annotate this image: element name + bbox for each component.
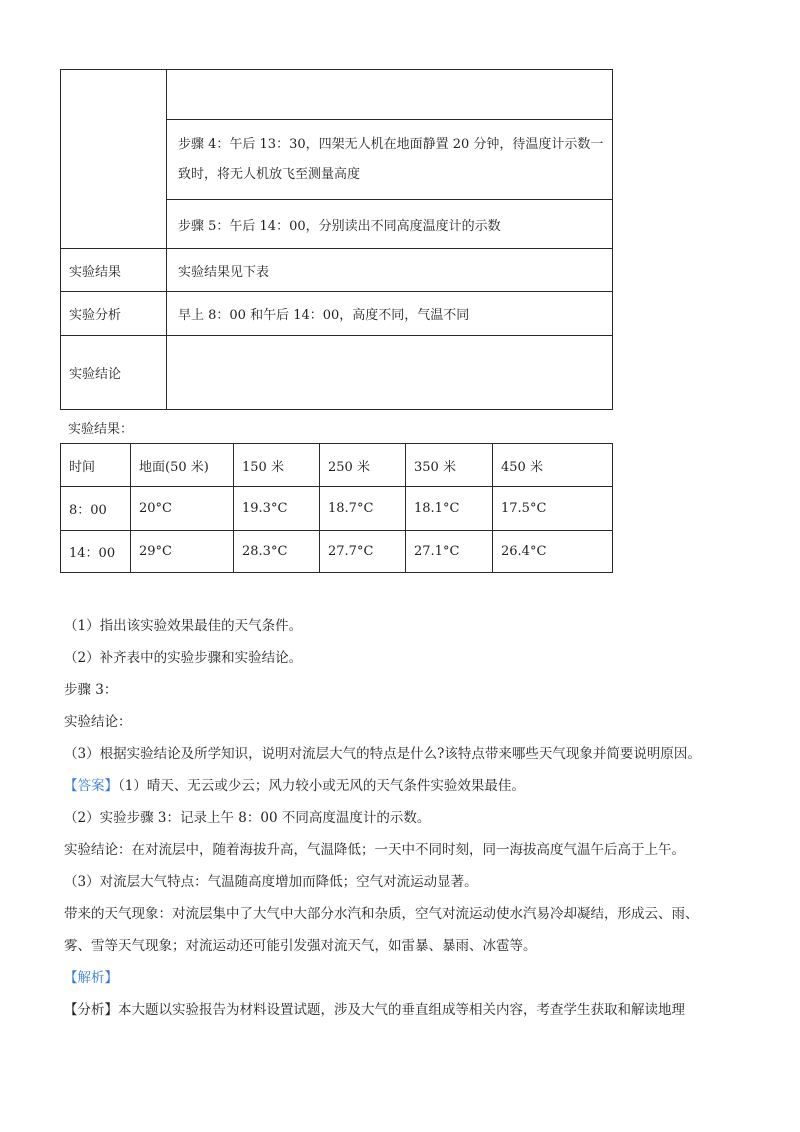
report-label-cell	[61, 70, 167, 249]
table-row	[61, 487, 613, 531]
header-cell: 450 米	[493, 444, 613, 487]
table-cell: 8：00	[61, 487, 131, 531]
report-content-conclusion	[167, 336, 613, 410]
conclusion-label: 实验结论：	[64, 714, 132, 730]
table-cell: 29°C	[131, 531, 234, 573]
report-row	[61, 336, 613, 410]
report-row	[61, 292, 613, 336]
answer-line-6: 雾、雪等天气现象；对流运动还可能引发强对流天气，如雷暴、暴雨、冰雹等。	[64, 938, 537, 954]
answer-text: （1）晴天、无云或少云；风力较小或无风的天气条件实验效果最佳。	[118, 778, 525, 794]
table-cell: 18.7°C	[320, 487, 406, 531]
report-label-results: 实验结果	[61, 249, 167, 292]
header-cell: 地面(50 米)	[131, 444, 234, 487]
results-caption: 实验结果：	[68, 422, 134, 437]
fenxi-text: 本大题以实验报告为材料设置试题，涉及大气的垂直组成等相关内容，考查学生获取和解读地理	[118, 1002, 685, 1018]
table-cell: 17.5°C	[493, 487, 613, 531]
table-cell: 27.7°C	[320, 531, 406, 573]
report-content-results: 实验结果见下表	[167, 249, 613, 292]
table-cell: 28.3°C	[234, 531, 320, 573]
answer-line-5: 带来的天气现象：对流层集中了大气中大部分水汽和杂质，空气对流运动使水汽易冷却凝结，形成云、雨、	[64, 906, 699, 922]
header-cell: 时间	[61, 444, 131, 487]
analysis-line	[64, 998, 685, 1018]
answer-line-2: （2）实验步骤 3：记录上午 8：00 不同高度温度计的示数。	[64, 810, 431, 826]
table-cell: 20°C	[131, 487, 234, 531]
question-2: （2）补齐表中的实验步骤和实验结论。	[64, 650, 303, 666]
report-step5-cell: 步骤 5：午后 14：00，分别读出不同高度温度计的示数	[167, 200, 613, 249]
table-cell: 19.3°C	[234, 487, 320, 531]
table-cell: 26.4°C	[493, 531, 613, 573]
table-cell: 14：00	[61, 531, 131, 573]
fenxi-tag: 【分析】	[64, 1002, 118, 1018]
report-row	[61, 249, 613, 292]
temperature-results-table	[60, 443, 613, 573]
table-cell: 18.1°C	[406, 487, 493, 531]
analysis-tag: 【解析】	[64, 970, 118, 986]
answer-line-4: （3）对流层大气特点：气温随高度增加而降低；空气对流运动显著。	[64, 874, 478, 890]
header-cell: 350 米	[406, 444, 493, 487]
answer-line-3: 实验结论：在对流层中，随着海拔升高，气温降低；一天中不同时刻，同一海拔高度气温午后高于上午。	[64, 842, 685, 858]
table-cell: 27.1°C	[406, 531, 493, 573]
answer-tag: 【答案】	[64, 778, 118, 794]
question-1: （1）指出该实验效果最佳的天气条件。	[64, 618, 303, 634]
report-step4-cell: 步骤 4：午后 13：30，四架无人机在地面静置 20 分钟，待温度计示数一致时，将无人机放飞至测量高度	[167, 120, 613, 200]
report-label-conclusion: 实验结论	[61, 336, 167, 410]
header-cell: 150 米	[234, 444, 320, 487]
report-label-analysis: 实验分析	[61, 292, 167, 336]
experiment-report-table	[60, 69, 613, 410]
header-cell: 250 米	[320, 444, 406, 487]
report-content-cell	[167, 70, 613, 120]
table-row	[61, 531, 613, 573]
report-content-analysis: 早上 8：00 和午后 14：00，高度不同，气温不同	[167, 292, 613, 336]
question-3: （3）根据实验结论及所学知识，说明对流层大气的特点是什么?该特点带来哪些天气现象并简要说明原因。	[64, 746, 701, 762]
step-3-label: 步骤 3：	[64, 682, 118, 698]
answer-line-1	[64, 774, 525, 794]
table-header-row	[61, 444, 613, 487]
report-row	[61, 70, 613, 120]
